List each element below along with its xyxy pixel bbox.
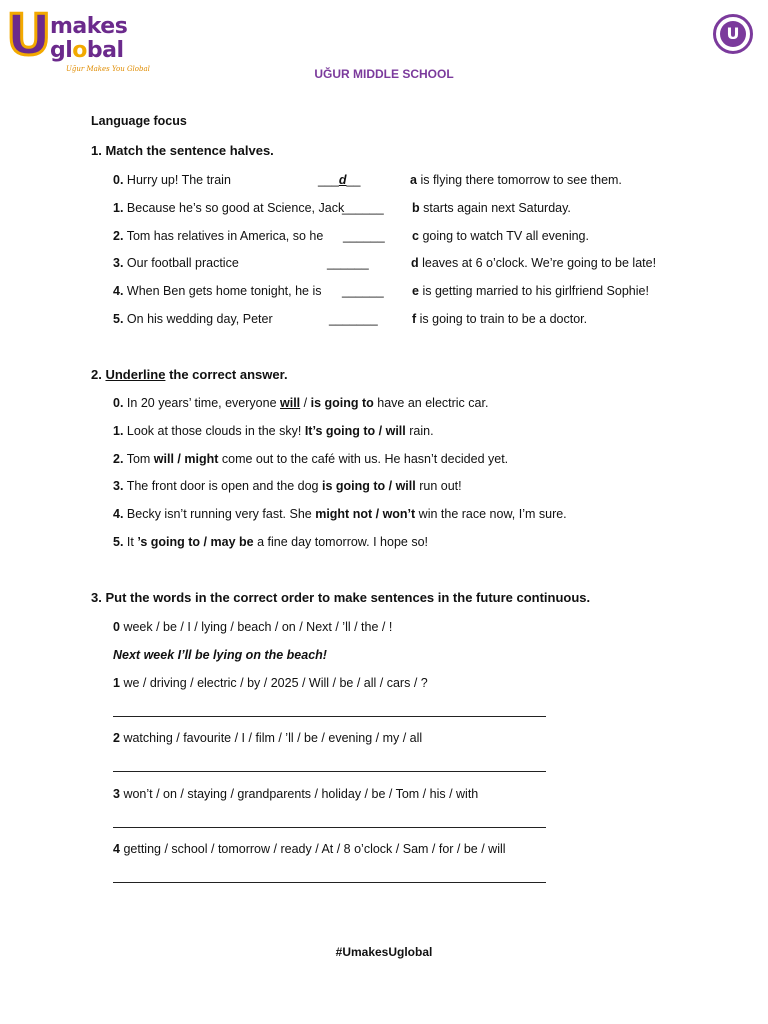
q1-item-4-blank[interactable]: ______ <box>342 284 384 298</box>
q2-5-option-b[interactable]: may be <box>210 535 254 549</box>
q1-item-3-start: 3. Our football practice <box>113 256 239 270</box>
q2-5-option-a[interactable]: ’s going to <box>137 535 201 549</box>
q1-item-0-blank: ___d__ <box>318 173 361 187</box>
school-seal-icon <box>713 14 753 54</box>
q2-4-option-a[interactable]: might not <box>315 507 373 521</box>
q1-ending-c: c going to watch TV all evening. <box>412 229 589 243</box>
q1-item-4-start: 4. When Ben gets home tonight, he is <box>113 284 322 298</box>
q1-item-5-start: 5. On his wedding day, Peter <box>113 312 273 326</box>
q3-example-words: 0 week / be / I / lying / beach / on / Next / ’ll / the / ! <box>113 620 393 634</box>
q1-item-1-blank[interactable]: ______ <box>342 201 384 215</box>
q3-item-4-answer-line[interactable] <box>113 882 546 883</box>
q3-item-2-words: 2 watching / favourite / I / film / ’ll / be / evening / my / all <box>113 731 423 745</box>
q3-item-1-words: 1 we / driving / electric / by / 2025 / Will / be / all / cars / ? <box>113 676 428 690</box>
q1-item-0-start: 0. Hurry up! The train <box>113 173 231 187</box>
q2-2-option-b[interactable]: might <box>184 452 219 466</box>
q2-item-5: 5. It ’s going to / may be a fine day tomorrow. I hope so! <box>113 535 428 549</box>
q2-option-going-to[interactable]: is going to <box>310 396 374 410</box>
footer-hashtag: #UmakesUglobal <box>335 945 433 959</box>
q1-ending-a: a is flying there tomorrow to see them. <box>410 173 622 187</box>
q3-item-3-words: 3 won’t / on / staying / grandparents / holiday / be / Tom / his / with <box>113 787 479 801</box>
q1-ending-e: e is getting married to his girlfriend Sophie! <box>412 284 649 298</box>
q3-title: 3. Put the words in the correct order to make sentences in the future continuous. <box>91 590 591 605</box>
q1-item-3-blank[interactable]: ______ <box>327 256 369 270</box>
logo-word-global: global <box>50 38 124 63</box>
q3-item-4-words: 4 getting / school / tomorrow / ready / At / 8 o’clock / Sam / for / be / will <box>113 842 506 856</box>
logo-tagline: Uğur Makes You Global <box>66 65 150 73</box>
q1-item-2-blank[interactable]: ______ <box>343 229 385 243</box>
q2-option-will[interactable]: will <box>280 396 301 410</box>
section-title: Language focus <box>91 114 187 128</box>
q2-item-3: 3. The front door is open and the dog is going to / will run out! <box>113 479 462 493</box>
q1-example-answer: d <box>338 173 347 187</box>
q3-item-3-answer-line[interactable] <box>113 827 546 828</box>
q2-item-0: 0. In 20 years’ time, everyone will / is going to have an electric car. <box>113 396 489 410</box>
q1-ending-d: d leaves at 6 o’clock. We’re going to be late! <box>411 256 657 270</box>
q3-item-1-answer-line[interactable] <box>113 716 546 717</box>
logo-letter: U <box>6 3 52 68</box>
q1-item-2-start: 2. Tom has relatives in America, so he <box>113 229 324 243</box>
q1-ending-b: b starts again next Saturday. <box>412 201 571 215</box>
q2-4-option-b[interactable]: won’t <box>382 507 416 521</box>
umakesuglobal-logo <box>6 3 150 73</box>
q2-item-1: 1. Look at those clouds in the sky! It’s going to / will rain. <box>113 424 434 438</box>
q2-title: 2. Underline the correct answer. <box>91 367 288 382</box>
seal-letter: U <box>720 21 746 47</box>
q1-ending-f: f is going to train to be a doctor. <box>412 312 588 326</box>
q2-1-option-a[interactable]: It’s going to <box>304 424 376 438</box>
q1-item-1-start: 1. Because he’s so good at Science, Jack <box>113 201 345 215</box>
q2-1-option-b[interactable]: will <box>385 424 406 438</box>
q1-title: 1. Match the sentence halves. <box>91 143 274 158</box>
q3-item-2-answer-line[interactable] <box>113 771 546 772</box>
school-name-heading: UĞUR MIDDLE SCHOOL <box>314 67 454 81</box>
q2-3-option-a[interactable]: is going to <box>321 479 386 493</box>
q2-item-2: 2. Tom will / might come out to the café with us. He hasn’t decided yet. <box>113 452 509 466</box>
q3-example-answer: Next week I’ll be lying on the beach! <box>113 648 327 662</box>
q2-item-4: 4. Becky isn’t running very fast. She might not / won’t win the race now, I’m sure. <box>113 507 567 521</box>
logo-word-makes: makes <box>50 14 128 39</box>
q1-item-5-blank[interactable]: _______ <box>329 312 378 326</box>
q2-2-option-a[interactable]: will <box>153 452 174 466</box>
q2-3-option-b[interactable]: will <box>395 479 416 493</box>
